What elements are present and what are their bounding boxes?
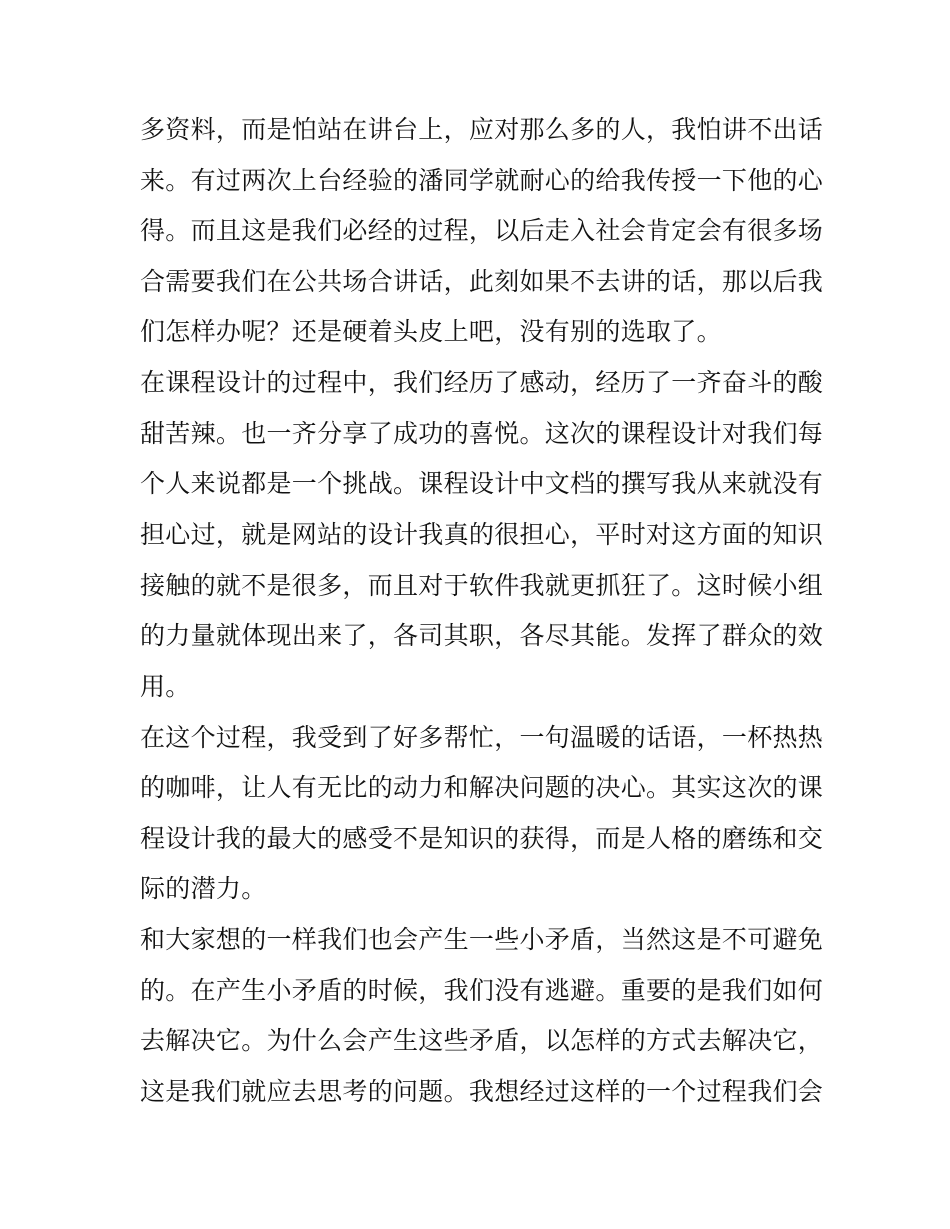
text-line: 们怎样办呢？还是硬着头皮上吧，没有别的选取了。 (140, 317, 722, 346)
text-line: 来。有过两次上台经验的潘同学就耐心的给我传授一下他的心 (140, 166, 824, 195)
text-line: 和大家想的一样我们也会产生一些小矛盾，当然这是不可避免 (140, 925, 824, 954)
text-line: 去解决它。为什么会产生这些矛盾，以怎样的方式去解决它， (140, 1026, 824, 1055)
text-line: 在这个过程，我受到了好多帮忙，一句温暖的话语，一杯热热 (140, 723, 824, 752)
text-line: 合需要我们在公共场合讲话，此刻如果不去讲的话，那以后我 (140, 267, 824, 296)
text-line: 的咖啡，让人有无比的动力和解决问题的决心。其实这次的课 (140, 773, 824, 802)
text-line: 的力量就体现出来了，各司其职，各尽其能。发挥了群众的效 (140, 621, 824, 650)
text-line: 个人来说都是一个挑战。课程设计中文档的撰写我从来就没有 (140, 469, 824, 498)
text-line: 用。 (140, 672, 191, 701)
text-line: 甜苦辣。也一齐分享了成功的喜悦。这次的课程设计对我们每 (140, 419, 824, 448)
text-line: 担心过，就是网站的设计我真的很担心，平时对这方面的知识 (140, 520, 824, 549)
text-line: 这是我们就应去思考的问题。我想经过这样的一个过程我们会 (140, 1077, 824, 1106)
text-line: 程设计我的最大的感受不是知识的获得，而是人格的磨练和交 (140, 824, 824, 853)
text-line: 际的潜力。 (140, 874, 267, 903)
text-line: 得。而且这是我们必经的过程，以后走入社会肯定会有很多场 (140, 216, 824, 245)
text-line: 接触的就不是很多，而且对于软件我就更抓狂了。这时候小组 (140, 571, 824, 600)
text-line: 多资料，而是怕站在讲台上，应对那么多的人，我怕讲不出话 (140, 115, 824, 144)
text-line: 在课程设计的过程中，我们经历了感动，经历了一齐奋斗的酸 (140, 368, 824, 397)
text-line: 的。在产生小矛盾的时候，我们没有逃避。重要的是我们如何 (140, 976, 824, 1005)
